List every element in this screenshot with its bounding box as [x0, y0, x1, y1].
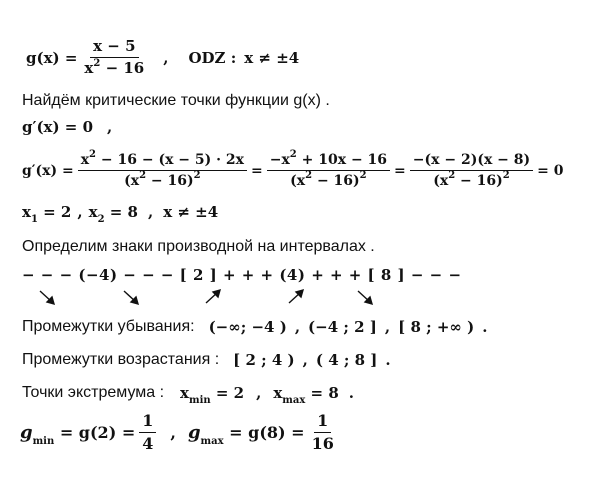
- separator: ,: [302, 351, 308, 369]
- heading-text: Найдём критические точки функции g(x) .: [22, 92, 330, 109]
- num-part: x: [80, 152, 90, 168]
- interval-3: [ 8 ; +∞ ): [398, 318, 475, 336]
- den-exp: 2: [448, 170, 456, 182]
- equation-text: g′(x) = 0: [22, 118, 94, 136]
- intervals-label: Промежутки убывания:: [22, 318, 195, 335]
- intervals-label: Промежутки возрастания :: [22, 351, 220, 368]
- den-base: x: [84, 59, 94, 78]
- den-part: − 16): [146, 173, 194, 190]
- equation: = g(2) =: [54, 423, 136, 443]
- subscript: max: [200, 435, 224, 447]
- g-max-fraction: [309, 412, 337, 454]
- den-part: − 16): [455, 173, 503, 190]
- domain-condition: x ≠ ±4: [163, 203, 219, 221]
- extremum-values: [20, 412, 341, 454]
- fraction-denominator: 16: [311, 434, 334, 454]
- den-part: − 16): [312, 173, 360, 190]
- den-part: (x: [124, 173, 140, 190]
- odz-condition: x ≠ ±4: [244, 48, 300, 67]
- fraction-denominator: 4: [142, 434, 154, 454]
- fraction-numerator: 1: [314, 412, 331, 433]
- function-lhs: g(x) =: [26, 48, 78, 67]
- den-part: (x: [433, 173, 449, 190]
- equals-sign: =: [394, 162, 406, 179]
- subscript: min: [189, 395, 211, 406]
- period: .: [385, 351, 391, 369]
- separator: ,: [294, 318, 301, 336]
- arrow-decreasing-icon: [124, 291, 138, 304]
- separator: ,: [256, 384, 262, 402]
- func: g: [20, 422, 33, 444]
- derivative-lhs: g′(x) =: [22, 162, 74, 179]
- den-rest: − 16: [100, 59, 145, 78]
- x-max-value: [273, 384, 339, 406]
- interval-2: (−4 ; 2 ]: [308, 318, 377, 336]
- func: g: [187, 422, 201, 444]
- den-exp: 2: [305, 170, 313, 182]
- heading-text: Определим знаки производной на интервалах .: [22, 238, 375, 255]
- arrow-decreasing-icon: [358, 291, 372, 304]
- subscript: 1: [30, 214, 38, 225]
- separator: ,: [384, 318, 391, 336]
- g-max-value: [187, 422, 305, 447]
- equation: = g(8) =: [223, 423, 305, 443]
- arrow-increasing-icon: [206, 290, 220, 303]
- den-exp: 2: [502, 170, 510, 182]
- num-part: + 10x − 16: [296, 152, 388, 168]
- equals-sign: =: [250, 162, 263, 179]
- odz-label: ODZ :: [188, 48, 237, 67]
- den-exponent: 2: [93, 58, 101, 70]
- num-exp: 2: [89, 149, 97, 161]
- interval-2: ( 4 ; 8 ]: [315, 351, 378, 369]
- period: .: [348, 384, 355, 402]
- separator: ,: [147, 203, 154, 221]
- var: x: [22, 203, 31, 221]
- g-min-fraction: [139, 412, 156, 454]
- den-part: (x: [290, 173, 306, 190]
- fraction-numerator: −(x − 2)(x − 8): [410, 152, 533, 171]
- extremum-points: [22, 384, 355, 406]
- value: = 2: [210, 384, 245, 402]
- separator: ,: [77, 203, 83, 221]
- var: x: [273, 384, 283, 402]
- interval-1: [ 2 ; 4 ): [233, 351, 295, 369]
- var: x: [180, 384, 189, 402]
- den-exp: 2: [359, 170, 367, 182]
- subscript: 2: [97, 214, 105, 225]
- separator: ,: [107, 118, 113, 136]
- subscript: max: [282, 395, 306, 406]
- var: x: [88, 203, 98, 221]
- den-exp: 2: [193, 170, 201, 182]
- g-min-value: [20, 422, 136, 447]
- value: = 2: [37, 203, 72, 221]
- value: = 8: [104, 203, 138, 221]
- num-part: −x: [269, 152, 290, 168]
- period: .: [482, 318, 488, 336]
- derivative-rhs: = 0: [537, 162, 564, 179]
- interval-1: (−∞; −4 ): [208, 318, 287, 336]
- increasing-intervals: [22, 351, 391, 369]
- sign-sequence: − − − (−4) − − − [ 2 ] + + + (4) + + + [ 8 ] − − −: [22, 266, 462, 284]
- fraction-numerator: 1: [139, 412, 156, 433]
- separator: ,: [170, 423, 176, 443]
- separator: ,: [163, 48, 169, 67]
- subscript: min: [32, 435, 55, 447]
- num-part: − 16 − (x − 5) · 2x: [96, 152, 244, 168]
- fraction-numerator: x − 5: [90, 38, 138, 58]
- num-exp: 2: [289, 149, 297, 161]
- value: = 8: [305, 384, 339, 402]
- extremum-label: Точки экстремума :: [22, 384, 165, 401]
- decreasing-intervals: [22, 318, 487, 336]
- arrow-decreasing-icon: [40, 291, 54, 304]
- den-exp: 2: [139, 170, 147, 182]
- x-min-value: [180, 384, 245, 406]
- arrow-increasing-icon: [289, 290, 303, 303]
